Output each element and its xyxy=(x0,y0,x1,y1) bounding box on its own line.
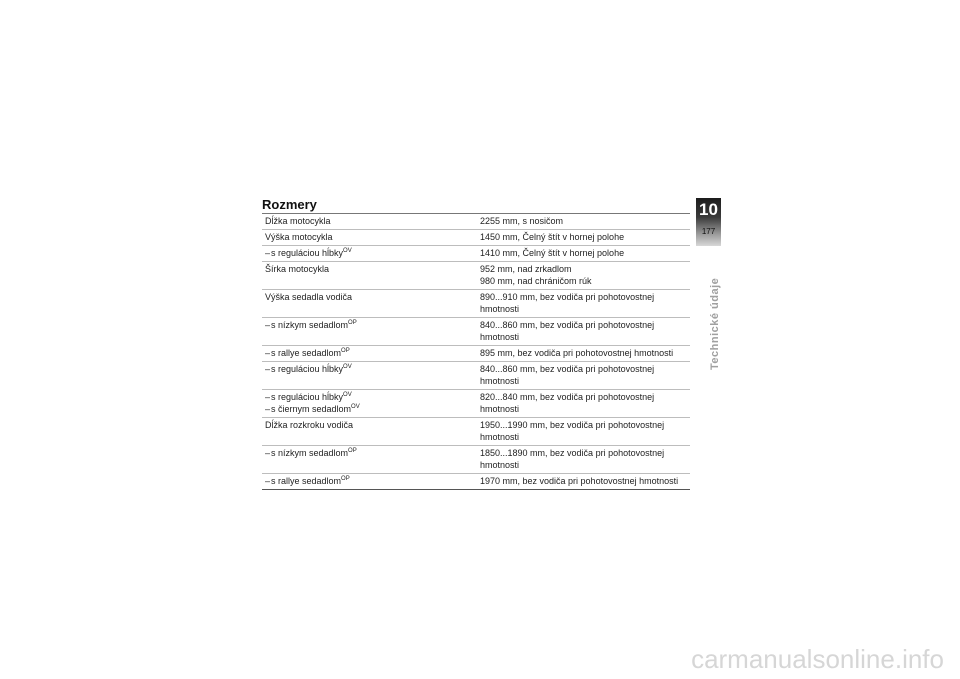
option-marker: OP xyxy=(348,448,357,454)
label-text: s nízkym sedadlom xyxy=(271,448,349,458)
row-label xyxy=(262,447,477,471)
row-value xyxy=(477,419,690,443)
chapter-title: Technické údaje xyxy=(709,277,721,370)
value-line: 895 mm, bez vodiča pri pohotovostnej hmotnosti xyxy=(480,348,674,358)
label-text: s rallye sedadlom xyxy=(271,476,342,486)
table-row xyxy=(262,362,690,390)
table-row xyxy=(262,290,690,318)
label-line xyxy=(265,447,477,459)
row-value xyxy=(477,363,690,387)
value-line: 1410 mm, Čelný štít v hornej polohe xyxy=(480,248,625,258)
label-line xyxy=(265,247,477,259)
dash-bullet: – xyxy=(265,348,271,358)
row-label xyxy=(262,319,477,343)
value-line: 840...860 mm, bez vodiča pri pohotovostnej xyxy=(480,320,655,330)
dash-bullet: – xyxy=(265,248,271,258)
label-line xyxy=(265,291,477,303)
row-label xyxy=(262,347,477,359)
label-line xyxy=(265,231,477,243)
label-line xyxy=(265,419,477,431)
value-line: 952 mm, nad zrkadlom xyxy=(480,264,572,274)
row-value xyxy=(477,447,690,471)
dash-bullet: – xyxy=(265,392,271,402)
dash-bullet: – xyxy=(265,364,271,374)
option-marker: OP xyxy=(341,476,350,482)
row-label xyxy=(262,475,477,487)
dash-bullet: – xyxy=(265,448,271,458)
row-value xyxy=(477,391,690,415)
option-marker: OP xyxy=(341,348,350,354)
table-row xyxy=(262,390,690,418)
row-label xyxy=(262,291,477,315)
row-value xyxy=(477,475,690,487)
label-text: s nízkym sedadlom xyxy=(271,320,349,330)
value-line: 1850...1890 mm, bez vodiča pri pohotovostnej xyxy=(480,448,665,458)
row-label xyxy=(262,247,477,259)
row-value xyxy=(477,291,690,315)
page-number: 177 xyxy=(701,227,716,236)
label-text: Výška motocykla xyxy=(265,232,333,242)
label-text: s reguláciou hĺbky xyxy=(271,248,344,258)
table-row xyxy=(262,346,690,362)
row-value xyxy=(477,263,690,287)
label-text: Šírka motocykla xyxy=(265,264,330,274)
label-text: s čiernym sedadlom xyxy=(271,404,352,414)
table-row xyxy=(262,262,690,290)
row-value xyxy=(477,231,690,243)
row-label xyxy=(262,263,477,287)
table-row xyxy=(262,318,690,346)
label-line xyxy=(265,215,477,227)
row-label xyxy=(262,419,477,443)
row-value xyxy=(477,319,690,343)
label-text: Dĺžka rozkroku vodiča xyxy=(265,420,354,430)
table-row xyxy=(262,246,690,262)
dimensions-table xyxy=(262,213,690,490)
value-line: hmotnosti xyxy=(480,404,520,414)
option-marker: OV xyxy=(343,364,352,370)
row-label xyxy=(262,391,477,415)
value-line: 890...910 mm, bez vodiča pri pohotovostnej xyxy=(480,292,655,302)
value-line: 840...860 mm, bez vodiča pri pohotovostnej xyxy=(480,364,655,374)
label-text: s rallye sedadlom xyxy=(271,348,342,358)
table-row xyxy=(262,214,690,230)
row-label xyxy=(262,363,477,387)
table-row xyxy=(262,474,690,490)
value-line: 1950...1990 mm, bez vodiča pri pohotovostnej xyxy=(480,420,665,430)
row-value xyxy=(477,247,690,259)
label-text: Výška sedadla vodiča xyxy=(265,292,353,302)
value-line: hmotnosti xyxy=(480,432,520,442)
label-line xyxy=(265,319,477,331)
label-line xyxy=(265,263,477,275)
watermark: carmanualsonline.info xyxy=(691,644,944,674)
dash-bullet: – xyxy=(265,320,271,330)
label-text: Dĺžka motocykla xyxy=(265,216,331,226)
label-line xyxy=(265,403,477,415)
table-row xyxy=(262,230,690,246)
label-text: s reguláciou hĺbky xyxy=(271,364,344,374)
row-value xyxy=(477,215,690,227)
value-line: 1450 mm, Čelný štít v hornej polohe xyxy=(480,232,625,242)
row-label xyxy=(262,215,477,227)
chapter-number: 10 xyxy=(699,200,718,219)
table-row xyxy=(262,446,690,474)
label-line xyxy=(265,475,477,487)
table-row xyxy=(262,418,690,446)
option-marker: OP xyxy=(348,320,357,326)
dash-bullet: – xyxy=(265,404,271,414)
row-label xyxy=(262,231,477,243)
row-value xyxy=(477,347,690,359)
option-marker: OV xyxy=(343,248,352,254)
value-line: hmotnosti xyxy=(480,304,520,314)
label-line xyxy=(265,347,477,359)
label-text: s reguláciou hĺbky xyxy=(271,392,344,402)
value-line: hmotnosti xyxy=(480,376,520,386)
label-line xyxy=(265,391,477,403)
option-marker: OV xyxy=(343,392,352,398)
value-line: hmotnosti xyxy=(480,332,520,342)
value-line: 2255 mm, s nosičom xyxy=(480,216,564,226)
dash-bullet: – xyxy=(265,476,271,486)
option-marker: OV xyxy=(351,404,360,410)
label-line xyxy=(265,363,477,375)
chapter-tab xyxy=(696,198,721,246)
value-line: hmotnosti xyxy=(480,460,520,470)
value-line: 820...840 mm, bez vodiča pri pohotovostnej xyxy=(480,392,655,402)
value-line: 1970 mm, bez vodiča pri pohotovostnej hmotnosti xyxy=(480,476,679,486)
value-line: 980 mm, nad chráničom rúk xyxy=(480,276,592,286)
section-title: Rozmery xyxy=(262,197,317,212)
